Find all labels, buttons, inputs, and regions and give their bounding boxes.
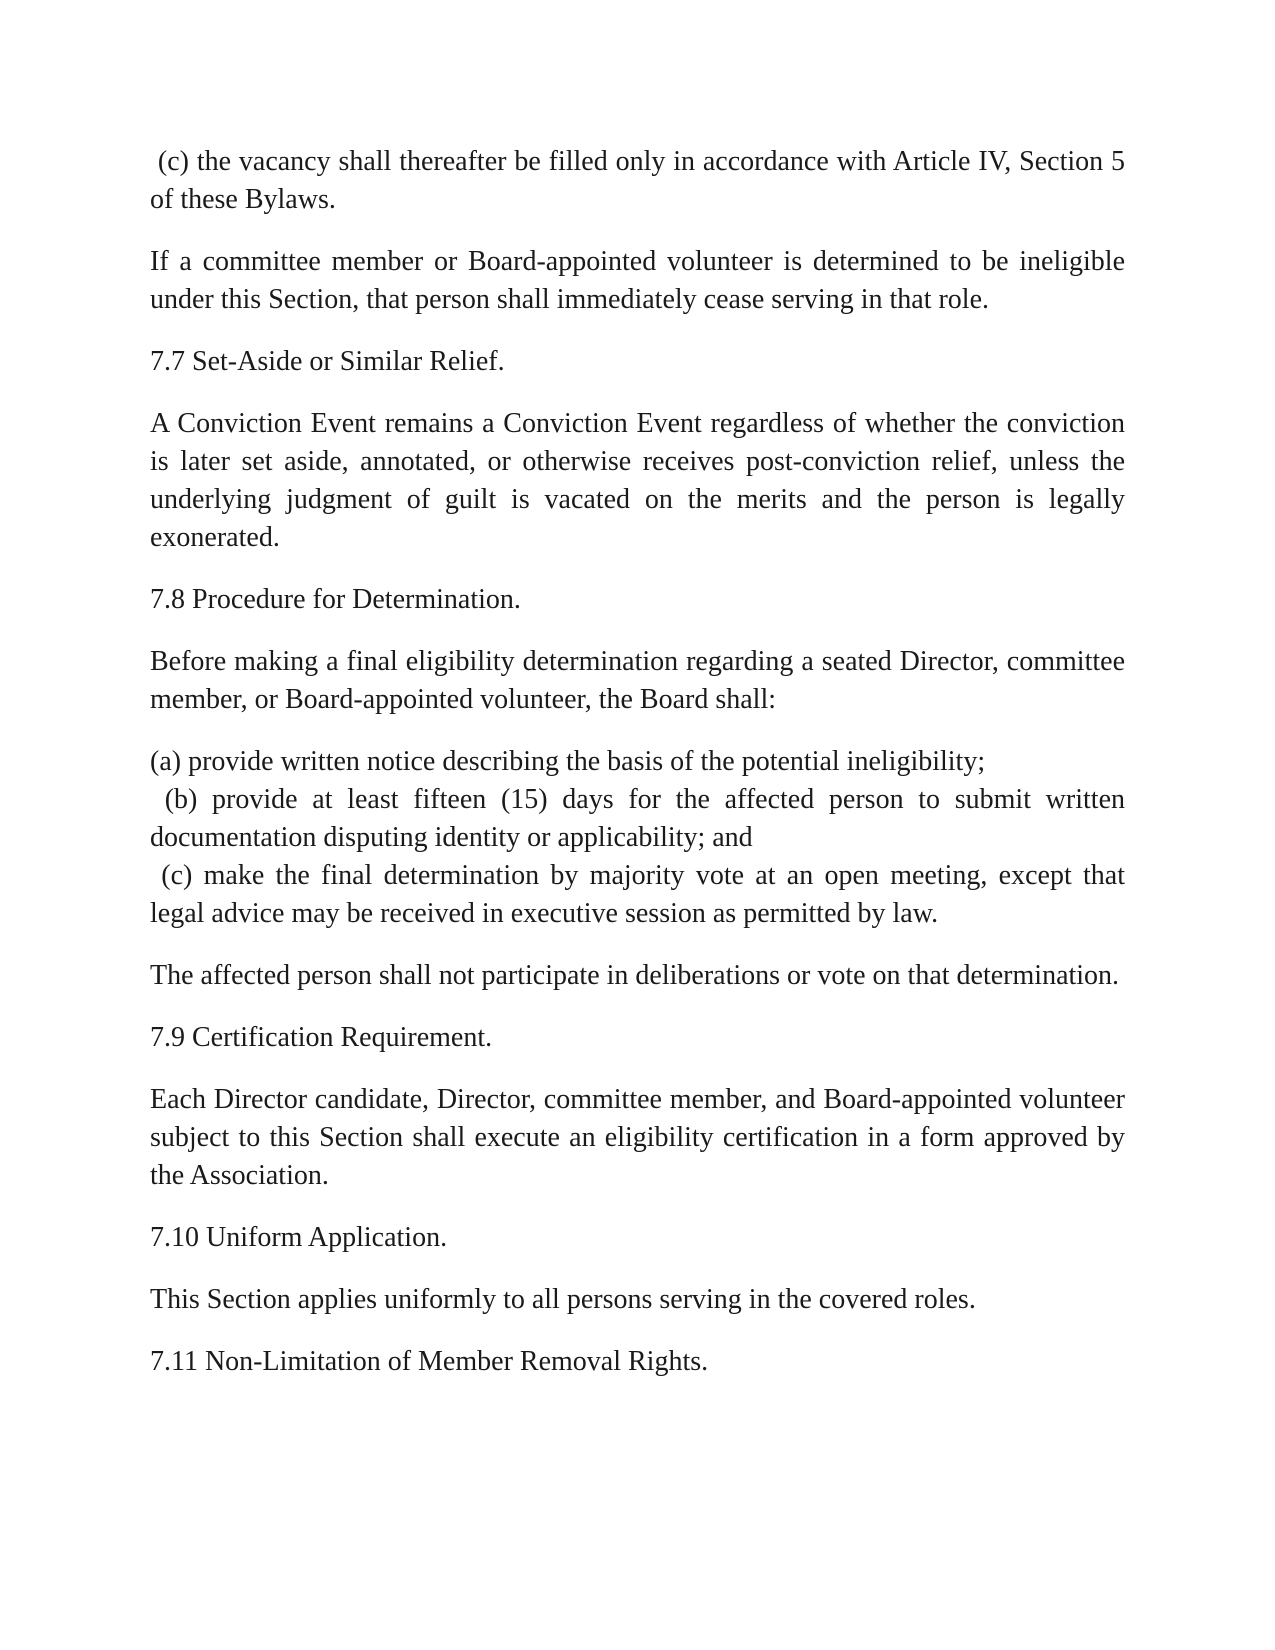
document-page xyxy=(150,143,1133,1405)
section-heading-7-11: 7.11 Non-Limitation of Member Removal Rights. xyxy=(150,1346,709,1377)
list-item: (b) provide at least fifteen (15) days for the affected person to submit written documentation disputing identity or applicability; and xyxy=(150,784,1132,853)
list-item: (a) provide written notice describing the basis of the potential ineligibility; xyxy=(150,746,986,777)
paragraph-uniform-application: This Section applies uniformly to all persons serving in the covered roles. xyxy=(150,1284,976,1315)
section-heading-7-10: 7.10 Uniform Application. xyxy=(150,1222,448,1253)
section-heading-7-9: 7.9 Certification Requirement. xyxy=(150,1022,493,1053)
paragraph-conviction-event: A Conviction Event remains a Conviction Event regardless of whether the conviction is later set aside, annotated, or otherwise receives post-conviction relief, unless the underlying judgment of guilt is vacated on the merits and the person is legally exonerated. xyxy=(150,408,1125,553)
section-heading-7-8: 7.8 Procedure for Determination. xyxy=(150,584,521,615)
section-heading-7-7: 7.7 Set-Aside or Similar Relief. xyxy=(150,346,505,377)
procedure-list xyxy=(150,743,1132,933)
paragraph-before-determination: Before making a final eligibility determination regarding a seated Director, committee member, or Board-appointed volunteer, the Board shall: xyxy=(150,646,1125,715)
paragraph-vacancy: (c) the vacancy shall thereafter be filled only in accordance with Article IV, Section 5 of these Bylaws. xyxy=(150,146,1133,215)
list-item: (c) make the final determination by majority vote at an open meeting, except that legal advice may be received in executive session as permitted by law. xyxy=(150,860,1132,929)
paragraph-certification: Each Director candidate, Director, committee member, and Board-appointed volunteer subject to this Section shall execute an eligibility certification in a form approved by the Association. xyxy=(150,1084,1125,1191)
paragraph-committee-ineligible: If a committee member or Board-appointed volunteer is determined to be ineligible under this Section, that person shall immediately cease serving in that role. xyxy=(150,246,1125,315)
paragraph-affected-person: The affected person shall not participate in deliberations or vote on that determination. xyxy=(150,960,1120,991)
